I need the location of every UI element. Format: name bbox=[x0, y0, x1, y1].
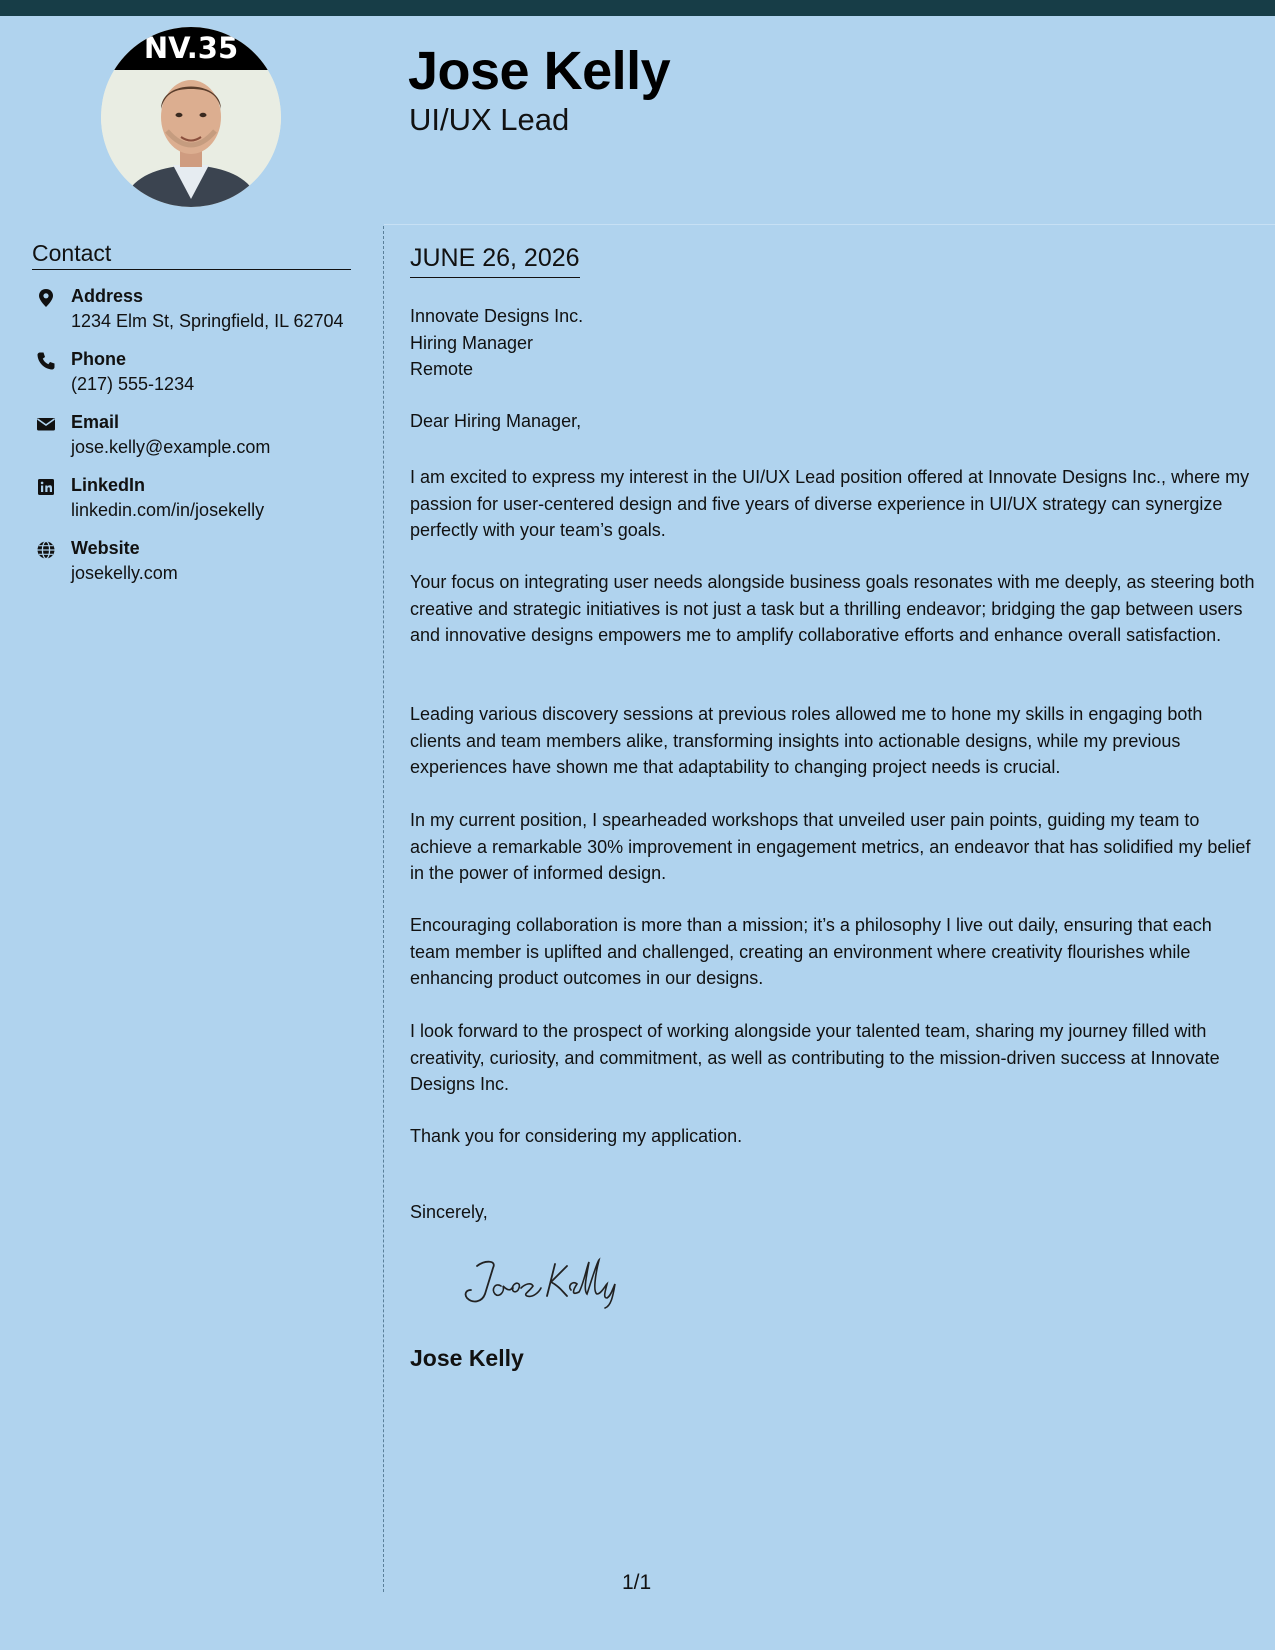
candidate-name: Jose Kelly bbox=[408, 41, 671, 101]
page-number: 1/1 bbox=[622, 1571, 652, 1594]
email-label: Email bbox=[71, 412, 120, 432]
letter-date: JUNE 26, 2026 bbox=[410, 244, 580, 278]
recipient-location: Remote bbox=[410, 359, 474, 379]
paragraph-4: In my current position, I spearheaded workshops that unveiled user pain points, guiding my team to achieve a remarkable 30% improvement in engagement metrics, an endeavor that has solidified my belief in the power of informed design. bbox=[410, 810, 1251, 883]
paragraph-3: Leading various discovery sessions at previous roles allowed me to hone my skills in engaging both clients and team members alike, transforming insights into actionable designs, while my previous experiences have shown me that adaptability to changing project needs is crucial. bbox=[410, 704, 1203, 777]
website-label: Website bbox=[71, 538, 140, 558]
badge-label: NV.35 bbox=[101, 27, 281, 70]
map-pin-icon bbox=[36, 288, 56, 308]
address-value: 1234 Elm St, Springfield, IL 62704 bbox=[71, 311, 344, 331]
paragraph-5: Encouraging collaboration is more than a mission; it’s a philosophy I live out daily, ensuring that each team member is uplifted and challenged, creating an environment where creativity flourishes while enhancing product outcomes in our designs. bbox=[410, 915, 1212, 988]
candidate-title: UI/UX Lead bbox=[409, 102, 570, 137]
contact-heading: Contact bbox=[32, 240, 351, 270]
recipient-company: Innovate Designs Inc. bbox=[410, 306, 584, 326]
top-bar bbox=[0, 0, 1275, 16]
recipient-block bbox=[410, 303, 583, 383]
signer-name: Jose Kelly bbox=[410, 1345, 524, 1371]
header-divider bbox=[384, 224, 1275, 225]
paragraph-7: Thank you for considering my application. bbox=[410, 1126, 743, 1146]
closing: Sincerely, bbox=[410, 1202, 488, 1222]
column-divider bbox=[383, 226, 384, 1592]
linkedin-value: linkedin.com/in/josekelly bbox=[71, 500, 265, 520]
email-value: jose.kelly@example.com bbox=[71, 437, 271, 457]
recipient-title: Hiring Manager bbox=[410, 332, 534, 353]
globe-icon bbox=[36, 540, 56, 560]
paragraph-1: I am excited to express my interest in the UI/UX Lead position offered at Innovate Designs Inc., where my passion for user-centered design and five years of diverse experience in UI/UX strategy can synergize perfectly with your team’s goals. bbox=[410, 467, 1250, 540]
phone-label: Phone bbox=[71, 349, 127, 369]
website-value: josekelly.com bbox=[71, 563, 178, 583]
profile-photo bbox=[101, 27, 281, 207]
linkedin-icon bbox=[36, 477, 56, 497]
phone-value: (217) 555-1234 bbox=[71, 374, 195, 394]
linkedin-label: LinkedIn bbox=[71, 475, 146, 495]
paragraph-2: Your focus on integrating user needs alongside business goals resonates with me deeply, as steering both creative and strategic initiatives is not just a task but a thrilling endeavor; bridging the gap between users and innovative designs empowers me to amplify collaborative efforts and enhance overall satisfaction. bbox=[410, 572, 1255, 645]
handwritten-signature bbox=[455, 1252, 635, 1312]
paragraph-6: I look forward to the prospect of working alongside your talented team, sharing my journey filled with creativity, curiosity, and commitment, as well as contributing to the mission-driven success at Innovate Designs Inc. bbox=[410, 1021, 1220, 1094]
phone-icon bbox=[36, 351, 56, 371]
salutation: Dear Hiring Manager, bbox=[410, 411, 582, 431]
envelope-icon bbox=[36, 414, 56, 434]
address-label: Address bbox=[71, 286, 144, 306]
